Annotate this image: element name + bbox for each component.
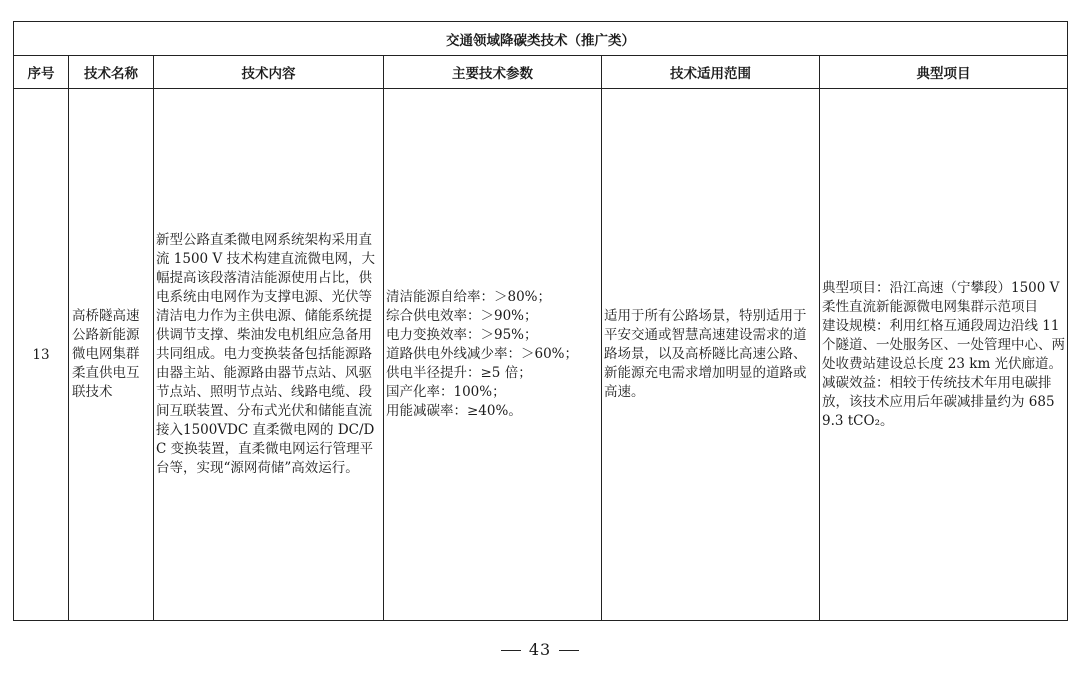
header-project: 典型项目 bbox=[820, 56, 1068, 89]
header-params: 主要技术参数 bbox=[384, 56, 602, 89]
param-line: 清洁能源自给率：＞80%； bbox=[386, 289, 552, 305]
row-content: 新型公路直柔微电网系统架构采用直流 1500 V 技术构建直流微电网，大幅提高该段落清洁能源使用占比，供电系统由电网作为支撑电源、光伏等清洁电力作为主供电源、储能系统提供调节支撑、柴油发电机组应急备用共同组成。电力变换装备包括能源路由器主站、能源路由器节点站、风驱节点站、照明节点站、线路电缆、段间互联装置、分布式光伏和储能直流接入1500VDC 直柔微电网的 DC/DC 变换装置，直柔微电网运行管理平台等，实现“源网荷储”高效运行。 bbox=[156, 232, 375, 476]
param-line: 电力变换效率：＞95%； bbox=[386, 327, 538, 343]
param-line: 供电半径提升：≥5 倍； bbox=[386, 365, 532, 381]
param-line: 道路供电外线减少率：＞60%； bbox=[386, 346, 579, 362]
row-project bbox=[820, 279, 1067, 431]
row-project-cell bbox=[820, 89, 1068, 621]
table-row bbox=[14, 89, 1068, 621]
row-params-cell bbox=[384, 89, 602, 621]
row-scope: 适用于所有公路场景，特别适用于平安交通或智慧高速建设需求的道路场景，以及高桥隧比高速公路、新能源充电需求增加明显的道路或高速。 bbox=[604, 308, 807, 400]
tech-table bbox=[13, 21, 1068, 621]
header-content: 技术内容 bbox=[154, 56, 384, 89]
project-line: 典型项目：沿江高速（宁攀段）1500 V 柔性直流新能源微电网集群示范项目 bbox=[822, 279, 1060, 315]
param-line: 用能减碳率：≥40%。 bbox=[386, 403, 522, 419]
row-name: 高桥隧高速公路新能源微电网集群柔直供电互联技术 bbox=[72, 308, 140, 400]
project-line: 减碳效益：相较于传统技术年用电碳排放，该技术应用后年碳减排量约为 6859.3 tCO₂。 bbox=[822, 374, 1055, 429]
header-index: 序号 bbox=[14, 56, 69, 89]
dash-right bbox=[559, 650, 579, 651]
row-index: 13 bbox=[14, 89, 69, 621]
row-content-cell bbox=[154, 89, 384, 621]
page-number-value: 43 bbox=[528, 640, 552, 659]
param-line: 综合供电效率：＞90%； bbox=[386, 308, 538, 324]
param-line: 国产化率：100%； bbox=[386, 384, 506, 400]
dash-left bbox=[501, 650, 521, 651]
header-scope: 技术适用范围 bbox=[602, 56, 820, 89]
project-line: 建设规模：利用红格互通段周边沿线 11 个隧道、一处服务区、一处管理中心、两处收费站建设总长度 23 km 光伏廊道。 bbox=[822, 317, 1065, 372]
row-scope-cell bbox=[602, 89, 820, 621]
table-title: 交通领域降碳类技术（推广类） bbox=[14, 22, 1068, 56]
header-name: 技术名称 bbox=[69, 56, 154, 89]
row-params bbox=[384, 288, 601, 421]
page-number bbox=[0, 640, 1080, 659]
row-name-cell bbox=[69, 89, 154, 621]
